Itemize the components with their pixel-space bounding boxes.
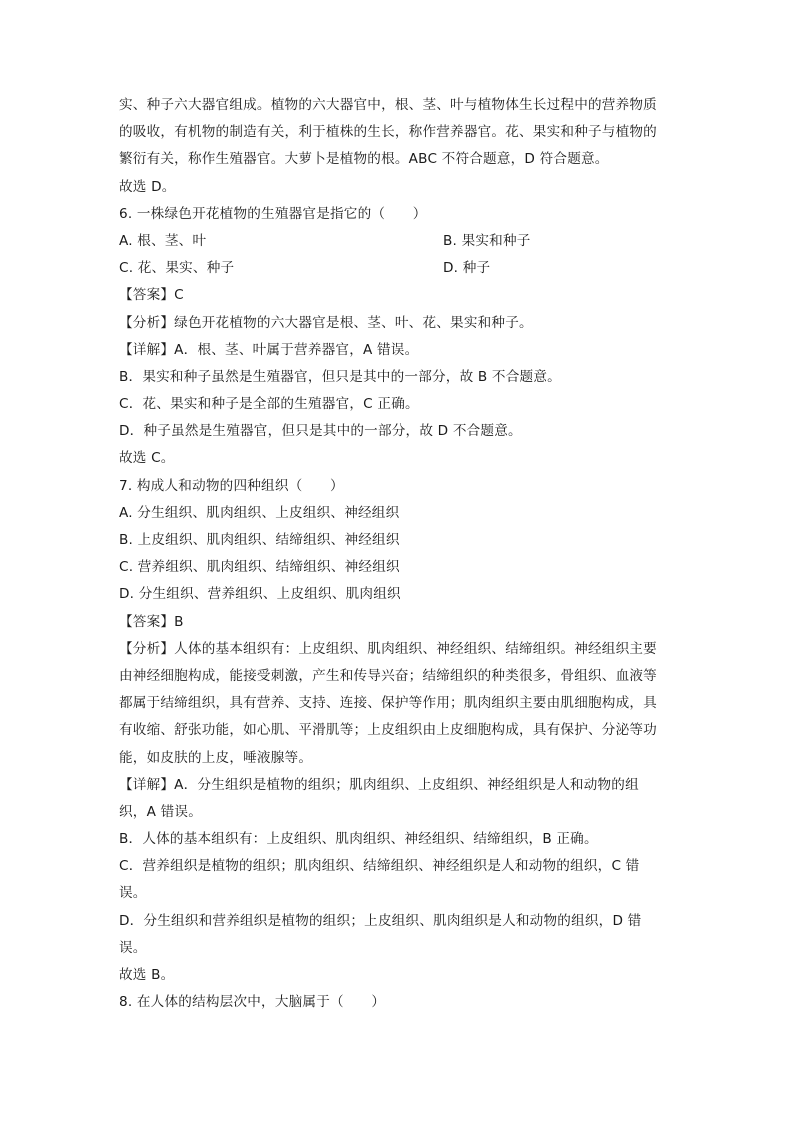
text-line: 实、种子六大器官组成。植物的六大器官中，根、茎、叶与植物体生长过程中的营养物质: [119, 97, 657, 113]
answer-line: 【答案】B: [119, 613, 184, 630]
detail-line: D．分生组织和营养组织是植物的组织；上皮组织、肌肉组织是人和动物的组织，D 错: [119, 912, 642, 929]
conclusion-line: 故选 C。: [119, 450, 175, 467]
detail-line: 织，A 错误。: [119, 803, 202, 820]
text-line: 的吸收，有机物的制造有关，利于植株的生长，称作营养器官。花、果实和种子与植物的: [119, 124, 657, 141]
question-8-stem: 8. 在人体的结构层次中，大脑属于（ ）: [119, 994, 386, 1011]
analysis-line: 【分析】人体的基本组织有：上皮组织、肌肉组织、神经组织、结缔组织。神经组织主要: [119, 640, 657, 657]
option-a: A. 分生组织、肌肉组织、上皮组织、神经组织: [119, 504, 400, 521]
detail-line: 【详解】A．分生组织是植物的组织；肌肉组织、上皮组织、神经组织是人和动物的组: [119, 776, 639, 793]
analysis-line: 由神经细胞构成，能接受刺激，产生和传导兴奋；结缔组织的种类很多，骨组织、血液等: [119, 667, 657, 684]
detail-line: C．花、果实和种子是全部的生殖器官，C 正确。: [119, 396, 419, 413]
question-6-options-row-1: [119, 228, 679, 255]
document-content: [119, 92, 679, 1016]
option-a: A. 根、茎、叶: [119, 232, 207, 249]
text-line: 故选 D。: [119, 178, 176, 195]
detail-line: 【详解】A．根、茎、叶属于营养器官，A 错误。: [119, 341, 419, 358]
option-c: C. 花、果实、种子: [119, 260, 235, 277]
option-c: C. 营养组织、肌肉组织、结缔组织、神经组织: [119, 559, 400, 576]
question-6-stem: 6. 一株绿色开花植物的生殖器官是指它的（ ）: [119, 205, 427, 222]
option-b: B. 果实和种子: [443, 232, 531, 249]
analysis-line: 都属于结缔组织，具有营养、支持、连接、保护等作用；肌肉组织主要由肌细胞构成，具: [119, 695, 657, 712]
analysis-line: 能，如皮肤的上皮，唾液腺等。: [119, 749, 313, 766]
question-7-stem: 7. 构成人和动物的四种组织（ ）: [119, 477, 344, 494]
detail-line: B．人体的基本组织有：上皮组织、肌肉组织、神经组织、结缔组织，B 正确。: [119, 831, 598, 848]
detail-line: B．果实和种子虽然是生殖器官，但只是其中的一部分，故 B 不合题意。: [119, 368, 561, 385]
conclusion-line: 故选 B。: [119, 967, 175, 983]
text-line: 繁衍有关，称作生殖器官。大萝卜是植物的根。ABC 不符合题意，D 符合题意。: [119, 151, 609, 168]
analysis-line: 有收缩、舒张功能，如心肌、平滑肌等；上皮组织由上皮细胞构成，具有保护、分泌等功: [119, 722, 657, 739]
detail-line: D．种子虽然是生殖器官，但只是其中的一部分，故 D 不合题意。: [119, 423, 522, 440]
detail-line: 误。: [119, 939, 147, 956]
analysis-line: 【分析】绿色开花植物的六大器官是根、茎、叶、花、果实和种子。: [119, 314, 533, 331]
option-d: D. 种子: [443, 260, 491, 277]
option-b: B. 上皮组织、肌肉组织、结缔组织、神经组织: [119, 532, 400, 548]
detail-line: 误。: [119, 885, 147, 902]
answer-line: 【答案】C: [119, 287, 184, 304]
question-6-options-row-2: [119, 255, 679, 282]
option-d: D. 分生组织、营养组织、上皮组织、肌肉组织: [119, 586, 401, 603]
detail-line: C．营养组织是植物的组织；肌肉组织、结缔组织、神经组织是人和动物的组织，C 错: [119, 858, 640, 875]
